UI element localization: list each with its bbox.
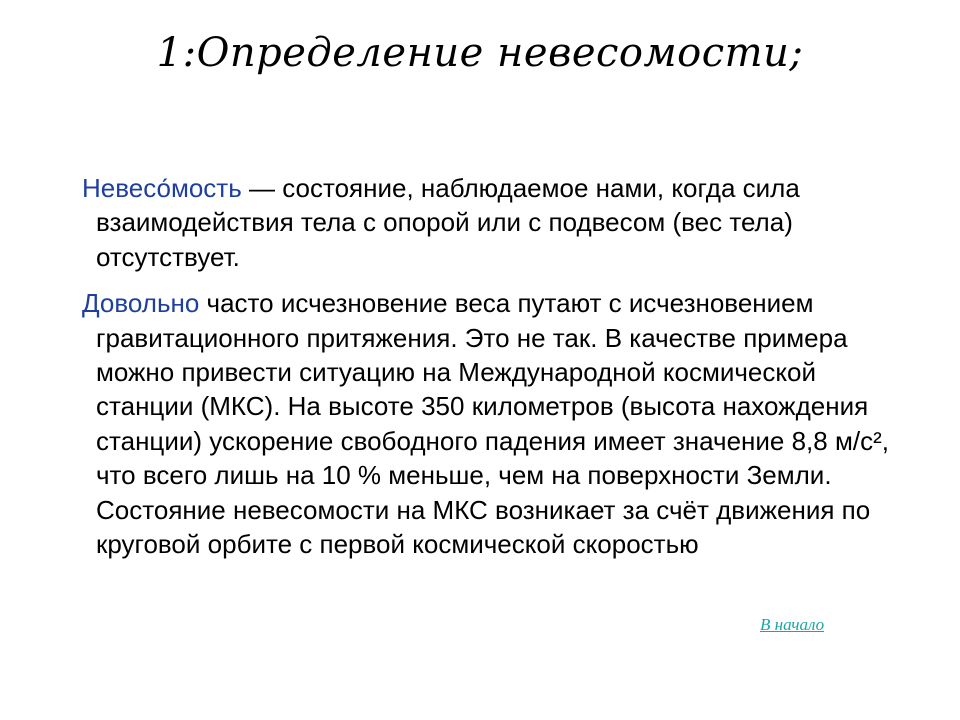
term-highlight: Невесо́мость	[82, 173, 242, 203]
lead-word-highlight: Довольно	[82, 288, 200, 319]
paragraph-text: часто исчезновение веса путают с исчезновением гравитационного притяжения. Это не так. В качестве примера можно привести ситуацию на Международной космической станции (МКС). На высоте 350 километров (высота нахождения станции) ускорение свободного падения имеет значение 8,8 м/с², что всего лишь на 10 % меньше, чем на поверхности Земли. Состояние невесомости на МКС возникает за счёт движения по круговой орбите с первой космической скоростью	[96, 288, 889, 560]
paragraph-definition	[82, 171, 912, 274]
paragraph-text: — состояние, наблюдаемое нами, когда сила взаимодействия тела с опорой или с подвесом (вес тела) отсутствует.	[96, 173, 800, 272]
paragraph-explanation	[82, 286, 912, 561]
slide-body	[82, 171, 912, 561]
back-to-start-link[interactable]: В начало	[760, 615, 825, 634]
slide-title: 1:Определение невесомости;	[156, 30, 804, 76]
